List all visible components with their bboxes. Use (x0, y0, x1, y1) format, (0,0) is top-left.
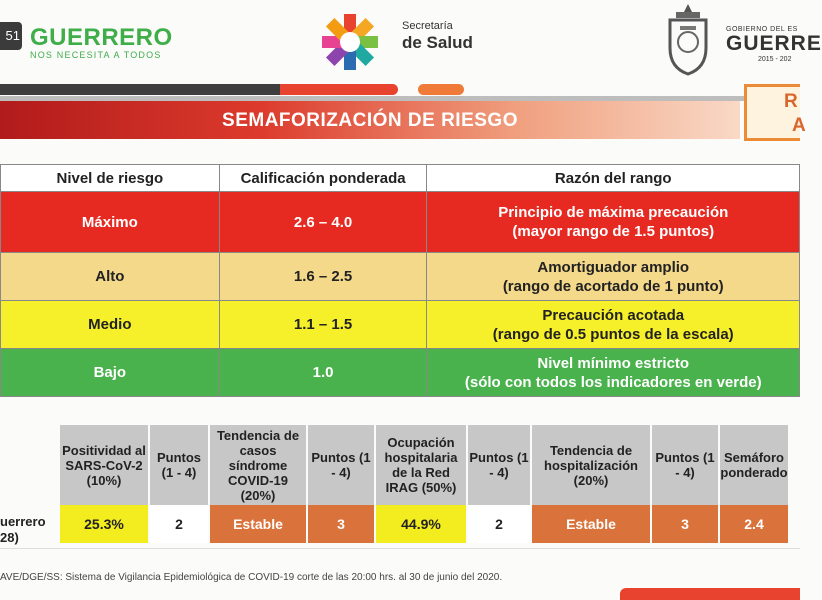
risk-level: Bajo (1, 349, 220, 397)
value-puntos-2: 3 (308, 505, 374, 543)
reason-line2: (sólo con todos los indicadores en verde) (464, 373, 762, 391)
risk-reason (427, 301, 800, 349)
secretaria-line1: Secretaría (402, 20, 453, 32)
indicators-row-guerrero (60, 505, 788, 543)
header-semaforo: Semáforo ponderado (720, 425, 788, 505)
header-puntos-3: Puntos (1 - 4) (468, 425, 530, 505)
value-tendencia-casos: Estable (210, 505, 306, 543)
source-footnote: AVE/DGE/SS: Sistema de Vigilancia Epidemiológica de COVID-19 corte de las 20:00 hrs. al 30 de junio del 2020. (0, 572, 503, 583)
indicators-table (58, 425, 790, 543)
risk-row-bajo (1, 349, 800, 397)
risk-reason (427, 349, 800, 397)
value-tendencia-hosp: Estable (532, 505, 650, 543)
cutoff-side-line1: R (784, 91, 798, 112)
risk-reason (427, 253, 800, 301)
gov-years: 2015 - 202 (758, 56, 792, 63)
risk-level: Medio (1, 301, 220, 349)
indicators-header (60, 425, 788, 505)
cutoff-side-text (784, 90, 806, 138)
value-semaforo: 2.4 (720, 505, 788, 543)
secretaria-salud-label (402, 20, 473, 53)
value-puntos-1: 2 (150, 505, 208, 543)
header-nivel: Nivel de riesgo (1, 165, 220, 192)
reason-line2: (rango de 0.5 puntos de la escala) (492, 325, 734, 343)
secretaria-line2: de Salud (402, 33, 473, 52)
cutoff-side-line2: A (792, 115, 806, 136)
header-puntos-2: Puntos (1 - 4) (308, 425, 374, 505)
risk-row-alto (1, 253, 800, 301)
decor-bar-orange (418, 84, 464, 95)
header-puntos-4: Puntos (1 - 4) (652, 425, 718, 505)
header-tendencia-hosp: Tendencia de hospitalización (20%) (532, 425, 650, 505)
reason-line1: Nivel mínimo estricto (537, 354, 690, 372)
decor-bar-dark (0, 84, 280, 95)
frame-counter-badge: 51 (0, 22, 22, 50)
decor-bottom-bar (620, 588, 800, 600)
risk-score: 1.0 (219, 349, 427, 397)
header-ocupacion: Ocupación hospitalaria de la Red IRAG (50%) (376, 425, 466, 505)
header-tendencia-casos: Tendencia de casos síndrome COVID-19 (20%) (210, 425, 306, 505)
decor-bar-red (280, 84, 398, 95)
row-label-guerrero (0, 514, 46, 546)
header-razon: Razón del rango (427, 165, 800, 192)
gov-line1: GOBIERNO DEL ES (726, 26, 798, 33)
brand-tagline: NOS NECESITA A TODOS (30, 50, 162, 60)
risk-row-medio (1, 301, 800, 349)
risk-level: Máximo (1, 192, 220, 253)
divider (0, 548, 800, 549)
risk-score: 1.1 – 1.5 (219, 301, 427, 349)
risk-score: 1.6 – 2.5 (219, 253, 427, 301)
guerrero-brand (30, 24, 173, 60)
value-ocupacion: 44.9% (376, 505, 466, 543)
risk-reason (427, 192, 800, 253)
row-label-line2: 28) (0, 530, 19, 545)
reason-line1: Principio de máxima precaución (498, 204, 729, 221)
risk-score: 2.6 – 4.0 (219, 192, 427, 253)
value-positividad: 25.3% (60, 505, 148, 543)
government-label (726, 26, 822, 63)
secretaria-salud-logo-icon (320, 12, 380, 72)
reason-line2: (rango de acortado de 1 punto) (502, 277, 724, 295)
risk-table-header (1, 165, 800, 192)
header-calificacion: Calificación ponderada (219, 165, 427, 192)
gov-line2: GUERRE (726, 32, 822, 55)
value-puntos-3: 2 (468, 505, 530, 543)
brand-name: GUERRERO (30, 24, 173, 51)
page-title: SEMAFORIZACIÓN DE RIESGO (222, 110, 518, 131)
reason-line1: Precaución acotada (542, 306, 685, 324)
reason-line1: Amortiguador amplio (537, 258, 690, 276)
risk-level: Alto (1, 253, 220, 301)
row-label-line1: uerrero (0, 514, 46, 529)
header-puntos-1: Puntos (1 - 4) (150, 425, 208, 505)
reason-line2: (mayor rango de 1.5 puntos) (512, 223, 715, 240)
header-positividad: Positividad al SARS-CoV-2 (10%) (60, 425, 148, 505)
risk-level-table (0, 164, 800, 397)
government-seal-icon (662, 2, 714, 78)
value-puntos-4: 3 (652, 505, 718, 543)
risk-row-maximo (1, 192, 800, 253)
